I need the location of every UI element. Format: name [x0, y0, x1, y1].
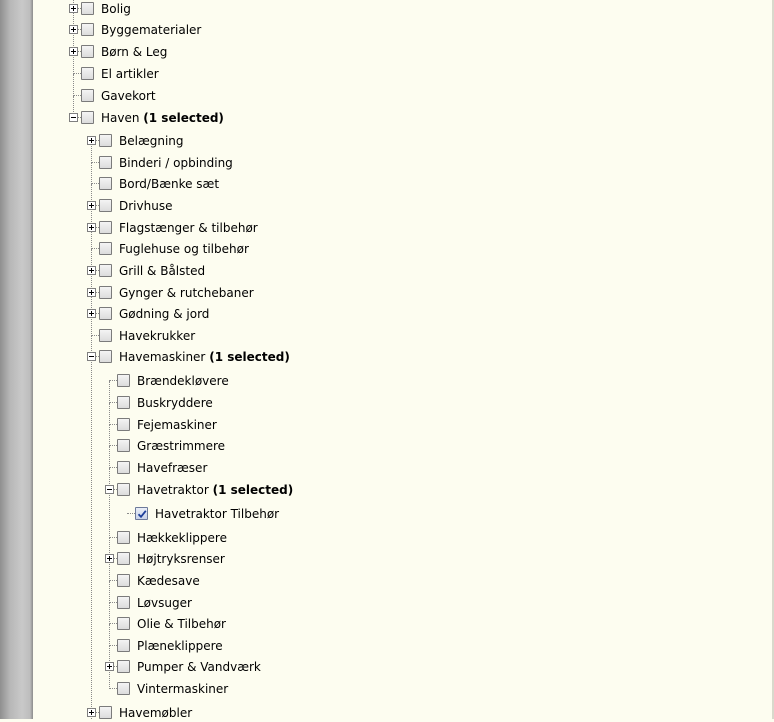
category-checkbox[interactable] [99, 199, 112, 212]
category-name: Græstrimmere [137, 439, 226, 453]
category-name: Fuglehuse og tilbehør [119, 242, 249, 256]
category-name: Buskryddere [137, 396, 213, 410]
category-name: Haven [101, 111, 140, 125]
category-name: Løvsuger [137, 596, 192, 610]
category-name: Binderi / opbinding [119, 156, 233, 170]
category-checkbox[interactable] [117, 374, 130, 387]
category-label[interactable] [119, 263, 205, 279]
category-name: Bolig [101, 2, 131, 16]
category-label[interactable] [137, 681, 228, 697]
category-checkbox[interactable] [117, 418, 130, 431]
category-name: Kædesave [137, 574, 200, 588]
category-name: Gynger & rutchebaner [119, 286, 254, 300]
category-checkbox[interactable] [99, 221, 112, 234]
category-name: Flagstænger & tilbehør [119, 221, 258, 235]
category-name: Fejemaskiner [137, 418, 217, 432]
category-checkbox[interactable] [81, 111, 94, 124]
category-name: Gødning & jord [119, 307, 210, 321]
tree-guide-line [91, 357, 92, 713]
category-label[interactable] [101, 110, 224, 126]
category-checkbox[interactable] [117, 439, 130, 452]
category-label[interactable] [137, 616, 226, 632]
category-checkbox[interactable] [117, 461, 130, 474]
category-label[interactable] [119, 349, 290, 365]
category-label[interactable] [101, 66, 159, 82]
category-name: El artikler [101, 67, 159, 81]
selected-count: (1 selected) [209, 350, 290, 364]
category-label[interactable] [119, 155, 233, 171]
category-name: Vintermaskiner [137, 682, 229, 696]
category-label[interactable] [119, 220, 258, 236]
expand-plus-icon[interactable] [105, 554, 114, 563]
expand-plus-icon[interactable] [87, 136, 96, 145]
selected-count: (1 selected) [143, 111, 224, 125]
category-checkbox[interactable] [117, 682, 130, 695]
collapse-minus-icon[interactable] [69, 113, 78, 122]
expand-plus-icon[interactable] [87, 223, 96, 232]
category-checkbox[interactable] [99, 242, 112, 255]
category-label[interactable] [137, 551, 225, 567]
expand-plus-icon[interactable] [87, 309, 96, 318]
category-checkbox[interactable] [135, 507, 148, 520]
category-checkbox[interactable] [99, 350, 112, 363]
category-label[interactable] [119, 133, 184, 149]
category-label[interactable] [137, 595, 192, 611]
category-checkbox[interactable] [117, 660, 130, 673]
category-name: Byggematerialer [101, 23, 202, 37]
category-label[interactable] [119, 241, 249, 257]
category-checkbox[interactable] [99, 134, 112, 147]
category-label[interactable] [137, 395, 213, 411]
category-checkbox[interactable] [117, 552, 130, 565]
category-name: Grill & Bålsted [119, 264, 206, 278]
category-checkbox[interactable] [81, 2, 94, 15]
category-tree [33, 0, 772, 719]
category-name: Børn & Leg [101, 45, 168, 59]
category-checkbox[interactable] [99, 156, 112, 169]
category-label[interactable] [101, 88, 156, 104]
category-label[interactable] [119, 285, 254, 301]
category-checkbox[interactable] [117, 396, 130, 409]
category-label[interactable] [137, 373, 229, 389]
category-label[interactable] [101, 22, 201, 38]
category-name: Brændekløvere [137, 374, 229, 388]
category-label[interactable] [119, 328, 195, 344]
expand-plus-icon[interactable] [69, 25, 78, 34]
expand-plus-icon[interactable] [87, 288, 96, 297]
expand-plus-icon[interactable] [87, 708, 96, 717]
category-name: Pumper & Vandværk [137, 660, 261, 674]
collapse-minus-icon[interactable] [87, 352, 96, 361]
category-checkbox[interactable] [81, 23, 94, 36]
category-name: Belægning [119, 134, 184, 148]
category-name: Havefræser [137, 461, 208, 475]
category-label[interactable] [137, 460, 207, 476]
category-name: Havemaskiner [119, 350, 206, 364]
category-checkbox[interactable] [99, 307, 112, 320]
category-checkbox[interactable] [99, 177, 112, 190]
category-label[interactable] [137, 417, 217, 433]
category-name: Hækkeklippere [137, 531, 227, 545]
category-name: Havemøbler [119, 706, 193, 720]
category-label[interactable] [119, 176, 219, 192]
category-label[interactable] [137, 482, 293, 498]
collapse-minus-icon[interactable] [105, 485, 114, 494]
category-label[interactable] [137, 638, 223, 654]
expand-plus-icon[interactable] [87, 266, 96, 275]
category-checkbox[interactable] [117, 596, 130, 609]
category-label[interactable] [137, 573, 200, 589]
category-name: Drivhuse [119, 199, 173, 213]
category-name: Havetraktor Tilbehør [155, 507, 280, 521]
category-checkbox[interactable] [117, 531, 130, 544]
category-checkbox[interactable] [81, 67, 94, 80]
checkmark-icon [137, 509, 147, 519]
category-label[interactable] [101, 44, 167, 60]
category-label[interactable] [137, 438, 225, 454]
selected-count: (1 selected) [212, 483, 294, 497]
category-label[interactable] [137, 659, 261, 675]
category-label[interactable] [119, 306, 209, 322]
left-scroll-rail [0, 0, 33, 719]
category-name: Olie & Tilbehør [137, 617, 226, 631]
expand-plus-icon[interactable] [69, 47, 78, 56]
category-name: Havekrukker [119, 329, 196, 343]
expand-plus-icon[interactable] [105, 662, 114, 671]
category-name: Bord/Bænke sæt [119, 177, 220, 191]
category-checkbox[interactable] [81, 45, 94, 58]
category-checkbox[interactable] [99, 329, 112, 342]
expand-plus-icon[interactable] [87, 201, 96, 210]
category-checkbox[interactable] [117, 639, 130, 652]
category-name: Gavekort [101, 89, 156, 103]
category-name: Højtryksrenser [137, 552, 225, 566]
category-checkbox[interactable] [117, 483, 130, 496]
category-name: Plæneklippere [137, 639, 223, 653]
category-checkbox[interactable] [99, 706, 112, 719]
category-label[interactable] [119, 198, 172, 214]
category-checkbox[interactable] [99, 264, 112, 277]
category-name: Havetraktor [137, 483, 209, 497]
category-checkbox[interactable] [117, 617, 130, 630]
category-checkbox[interactable] [81, 89, 94, 102]
category-label[interactable] [155, 506, 279, 522]
category-checkbox[interactable] [117, 574, 130, 587]
category-label[interactable] [101, 1, 131, 17]
category-checkbox[interactable] [99, 286, 112, 299]
category-label[interactable] [137, 530, 227, 546]
expand-plus-icon[interactable] [69, 4, 78, 13]
